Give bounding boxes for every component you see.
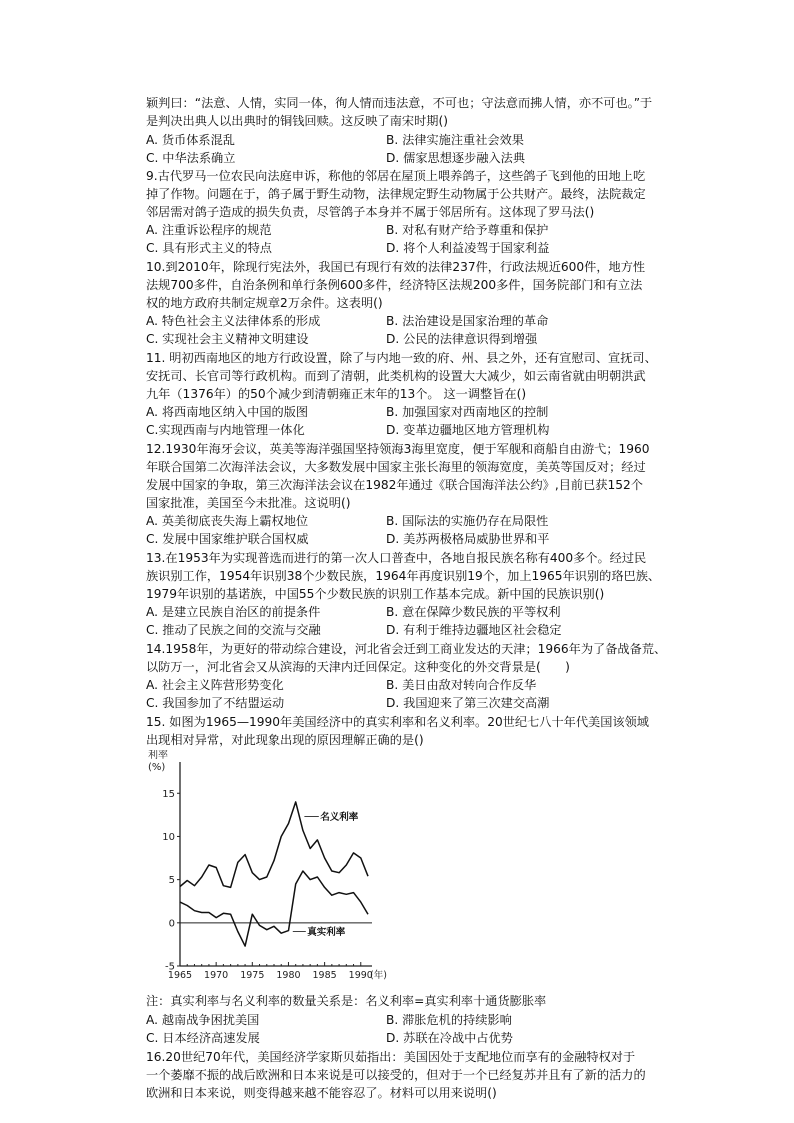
series-label-nominal: 名义利率 — [320, 812, 359, 824]
q13-option-c: C. 推动了民族之间的交流与交融 — [146, 623, 321, 637]
q15-option-b: B. 滞胀危机的持续影响 — [386, 1013, 512, 1027]
q12-line-1: 12.1930年海牙会议，英美等海洋强国坚持领海3海里宽度，便于军舰和商船自由游弋；1960 — [146, 442, 650, 456]
q10-line-3: 权的地方政府共制定规章2万余件。这表明() — [146, 296, 383, 310]
series-label-real: 真实利率 — [307, 926, 346, 938]
x-tick-label: 1985 — [312, 970, 337, 981]
q8-option-d: D. 儒家思想逐步融入法典 — [386, 151, 526, 165]
q9-option-b: B. 对私有财产给予尊重和保护 — [386, 223, 549, 237]
q10-line-2: 法规700多件，自治条例和单行条例600多件，经济特区法规200多件，国务院部门和有立法 — [146, 278, 643, 292]
q14-option-b: B. 美日由敌对转向合作反华 — [386, 678, 537, 692]
y-tick-label: 15 — [162, 788, 175, 800]
q13-option-b: B. 意在保障少数民族的平等权利 — [386, 605, 561, 619]
y-tick-label: 10 — [162, 831, 175, 843]
x-axis-unit: (年) — [370, 970, 387, 981]
q10-option-c: C. 实现社会主义精神文明建设 — [146, 332, 309, 346]
q9-line-1: 9.古代罗马一位农民向法庭申诉，称他的邻居在屋顶上喂养鸽子，这些鸽子飞到他的田地上吃 — [146, 169, 646, 183]
x-tick-label: 1990 — [348, 970, 373, 981]
q8-option-c: C. 中华法系确立 — [146, 151, 236, 165]
q15-note: 注：真实利率与名义利率的数量关系是：名义利率=真实利率十通货膨胀率 — [146, 994, 547, 1008]
q12-line-4: 国家批准，美国至今未批准。这说明() — [146, 496, 351, 510]
q14-line-2: 以防万一，河北省会又从滨海的天津内迁回保定。这种变化的外交背景是( ) — [146, 660, 570, 674]
q14-option-c: C. 我国参加了不结盟运动 — [146, 696, 285, 710]
y-tick-label: 0 — [168, 918, 175, 930]
q12-option-b: B. 国际法的实施仍存在局限性 — [386, 514, 549, 528]
q15-line-1: 15. 如图为1965—1990年美国经济中的真实利率和名义利率。20世纪七八十年代美国该领域 — [146, 715, 649, 729]
q15-option-a: A. 越南战争困扰美国 — [146, 1013, 260, 1027]
q13-line-2: 族识别工作，1954年识别38个少数民族，1964年再度识别19个，加上1965年识别的珞巴族、 — [146, 569, 661, 583]
x-tick-label: 1980 — [276, 970, 301, 981]
q14-line-1: 14.1958年，为更好的带动综合建设，河北省会迁到工商业发达的天津；1966年为了备战备荒、 — [146, 642, 667, 656]
q11-option-b: B. 加强国家对西南地区的控制 — [386, 405, 549, 419]
q11-option-d: D. 变革边疆地区地方管理机构 — [386, 423, 550, 437]
q8-option-a: A. 货币体系混乱 — [146, 133, 235, 147]
y-axis-unit: (%) — [148, 762, 166, 773]
q9-line-2: 掉了作物。问题在于，鸽子属于野生动物，法律规定野生动物属于公共财产。最终，法院裁定 — [146, 187, 646, 201]
q10-line-1: 10.到2010年，除现行宪法外，我国已有现行有效的法律237件，行政法规近600件，地方性 — [146, 260, 646, 274]
q15-option-d: D. 苏联在冷战中占优势 — [386, 1031, 513, 1045]
q9-option-c: C. 具有形式主义的特点 — [146, 241, 272, 255]
q11-option-c: C.实现西南与内地管理一体化 — [146, 423, 305, 437]
q14-option-d: D. 我国迎来了第三次建交高潮 — [386, 696, 550, 710]
q9-option-a: A. 注重诉讼程序的规范 — [146, 223, 272, 237]
q13-line-1: 13.在1953年为实现普选而进行的第一次人口普查中，各地自报民族名称有400多个。经过民 — [146, 551, 647, 565]
q14-option-a: A. 社会主义阵营形势变化 — [146, 678, 284, 692]
q15-option-c: C. 日本经济高速发展 — [146, 1031, 260, 1045]
q8-option-b: B. 法律实施注重社会效果 — [386, 133, 524, 147]
q8-line-2: 是判决出典人以出典时的铜钱回赎。这反映了南宋时期() — [146, 114, 449, 128]
q13-line-3: 1979年识别的基诺族，中国55个少数民族的识别工作基本完成。新中国的民族识别() — [146, 587, 605, 601]
q16-line-2: 一个萎靡不振的战后欧洲和日本来说是可以接受的，但对于一个已经复苏并且有了新的活力的 — [146, 1068, 646, 1082]
q10-option-b: B. 法治建设是国家治理的革命 — [386, 314, 549, 328]
x-tick-label: 1965 — [167, 970, 193, 981]
q10-option-a: A. 特色社会主义法律体系的形成 — [146, 314, 321, 328]
q12-option-d: D. 美苏两极格局威胁世界和平 — [386, 532, 550, 546]
q8-line-1: 颖判曰：“法意、人情，实同一体，徇人情而违法意，不可也；守法意而拂人情，亦不可也。”于 — [146, 96, 653, 110]
q16-line-1: 16.20世纪70年代，美国经济学家斯贝茹指出：美国因处于支配地位而享有的金融特权对于 — [146, 1050, 636, 1064]
q12-option-a: A. 英美彻底丧失海上霸权地位 — [146, 514, 309, 528]
q9-option-d: D. 将个人利益凌驾于国家利益 — [386, 241, 550, 255]
y-tick-label: 5 — [168, 875, 175, 887]
q11-option-a: A. 将西南地区纳入中国的版图 — [146, 405, 309, 419]
q11-line-3: 九年（1376年）的50个减少到清朝雍正末年的13个。 这一调整旨在() — [146, 387, 527, 401]
q13-option-a: A. 是建立民族自治区的前提条件 — [146, 605, 321, 619]
y-axis-label: 利率 — [148, 750, 168, 761]
q12-option-c: C. 发展中国家维护联合国权威 — [146, 532, 309, 546]
q10-option-d: D. 公民的法律意识得到增强 — [386, 332, 538, 346]
interest-rate-chart — [146, 750, 396, 982]
q15-line-2: 出现相对异常，对此现象出现的原因理解正确的是() — [146, 733, 424, 747]
q12-line-2: 年联合国第二次海洋法会议，大多数发展中国家主张长海里的领海宽度，美英等国反对；经过 — [146, 460, 646, 474]
q9-line-3: 邻居需对鸽子造成的损失负责，尽管鸽子本身并不属于邻居所有。这体现了罗马法() — [146, 205, 595, 219]
x-tick-label: 1975 — [240, 970, 265, 981]
q16-line-3: 欧洲和日本来说，则变得越来越不能容忍了。材料可以用来说明() — [146, 1086, 497, 1100]
q13-option-d: D. 有利于维持边疆地区社会稳定 — [386, 623, 562, 637]
y-tick-label: -5 — [165, 961, 175, 973]
x-tick-label: 1970 — [204, 970, 229, 981]
q11-line-2: 安抚司、长官司等行政机构。而到了清朝，此类机构的设置大大减少，如云南省就由明朝洪武 — [146, 369, 646, 383]
q12-line-3: 发展中国家的争取，第三次海洋法会议在1982年通过《联合国海洋法公约》,目前已获152个 — [146, 478, 643, 492]
q11-line-1: 11. 明初西南地区的地方行政设置，除了与内地一致的府、州、县之外，还有宣慰司、宣抚司、 — [146, 351, 657, 365]
